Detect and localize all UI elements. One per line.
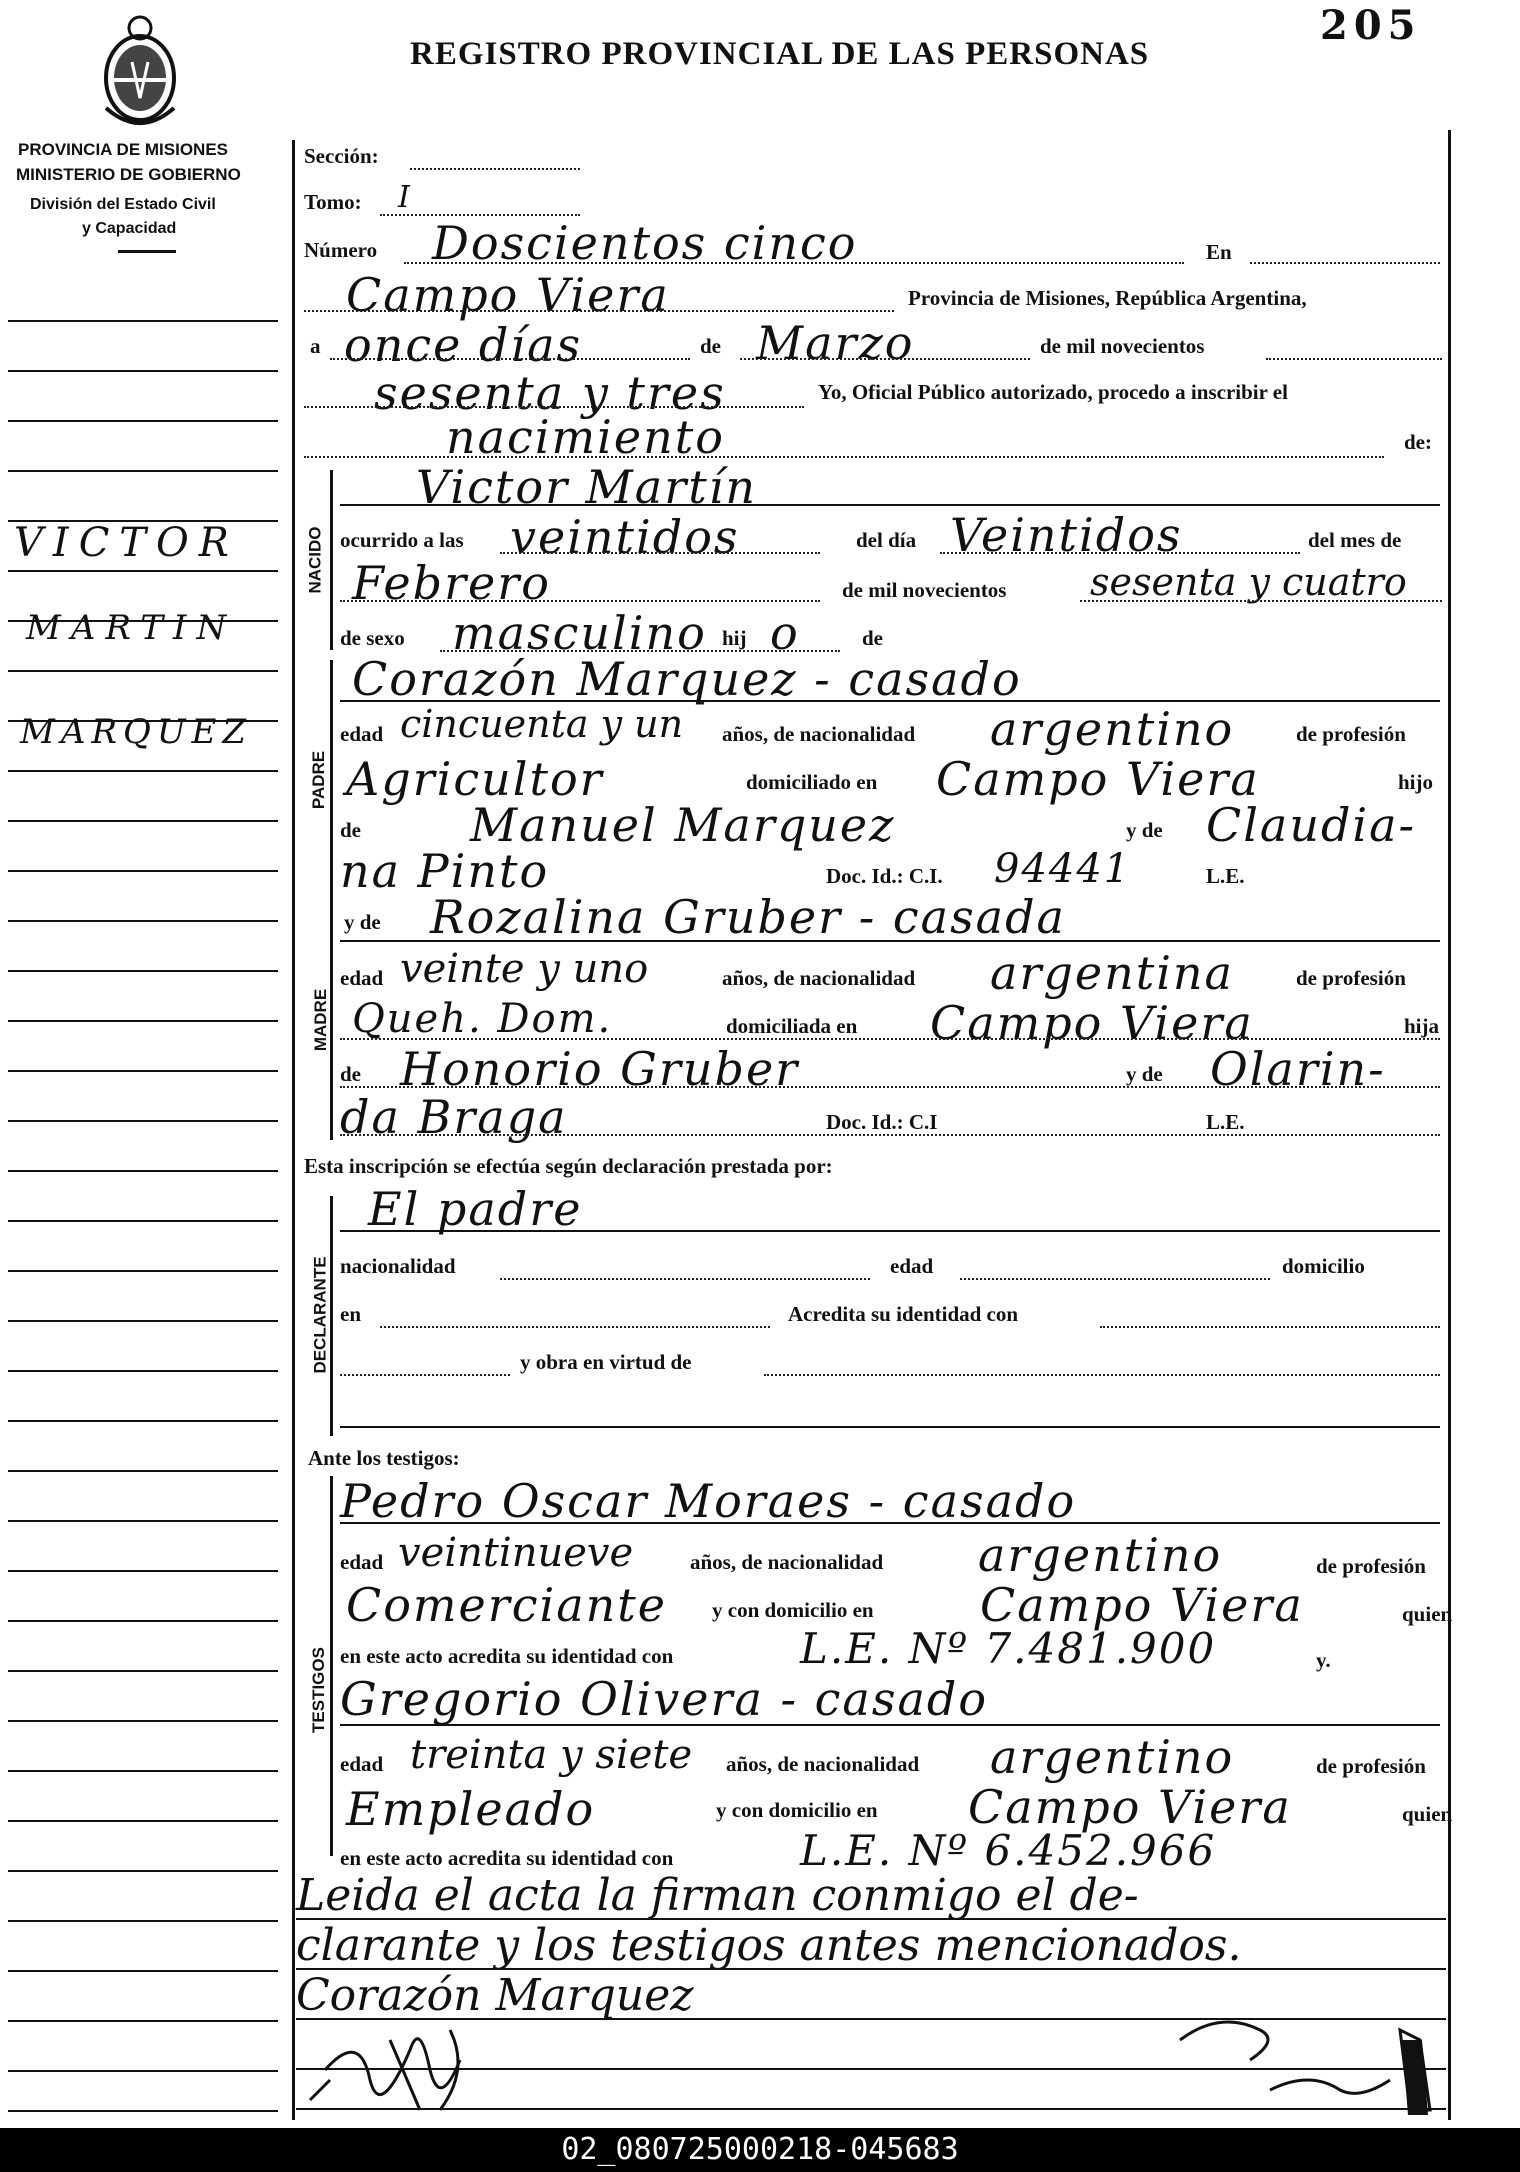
value-padre-domicilio: Campo Viera [936, 752, 1260, 806]
label-hij: hij [722, 626, 747, 650]
value-testigo2-nombre: Gregorio Olivera - casado [340, 1672, 989, 1726]
value-sexo: masculino [452, 606, 707, 660]
value-abuela-materna-1: Olarin- [1210, 1042, 1386, 1096]
value-testigo1-edad: veintinueve [398, 1530, 634, 1576]
label-doc-id-padre: Doc. Id.: C.I. [826, 864, 943, 888]
label-domicilio-declarante: domicilio [1282, 1254, 1365, 1278]
value-declarante: El padre [368, 1182, 583, 1236]
closing-line-3: Corazón Marquez [296, 1970, 694, 2021]
label-de-mil-nov: de mil novecientos [842, 578, 1007, 602]
value-madre-edad: veinte y uno [400, 946, 649, 992]
label-hijo: hijo [1398, 770, 1434, 794]
left-margin-rule [292, 140, 295, 2120]
value-padre-ci: 94441 [994, 846, 1132, 892]
value-abuela-paterna-2: na Pinto [340, 844, 550, 898]
value-hora: veintidos [510, 510, 740, 564]
label-obra: y obra en virtud de [520, 1350, 692, 1374]
document-code-footer: 02_080725000218-045683 [0, 2128, 1520, 2172]
value-anio: sesenta y tres [374, 366, 726, 420]
department-line-4: y Capacidad [82, 220, 177, 237]
label-de-padre: de [862, 626, 883, 650]
label-acredita: Acredita su identidad con [788, 1302, 1019, 1326]
value-hij-suffix: o [770, 606, 800, 660]
label-hija: hija [1404, 1014, 1440, 1038]
label-yo-oficial: Yo, Oficial Público autorizado, procedo a inscribir el [818, 380, 1288, 404]
label-quien-testigo2: quien [1402, 1802, 1453, 1826]
value-abuelo-materno: Honorio Gruber [400, 1042, 800, 1096]
value-padre-nombre: Corazón Marquez - casado [352, 652, 1022, 706]
value-testigo2-domicilio: Campo Viera [968, 1780, 1292, 1834]
label-y-de-madre: y de [344, 910, 381, 934]
label-ante-testigos: Ante los testigos: [308, 1446, 460, 1470]
label-le-madre: L.E. [1206, 1110, 1245, 1134]
value-acto: nacimiento [446, 410, 725, 464]
closing-line-2: clarante y los testigos antes mencionados. [296, 1920, 1242, 1971]
value-abuela-materna-2: da Braga [340, 1090, 568, 1144]
value-testigo2-profesion: Empleado [346, 1782, 596, 1836]
value-testigo2-doc: L.E. Nº 6.452.966 [800, 1826, 1217, 1875]
label-acredita-testigo1: en este acto acredita su identidad con [340, 1644, 674, 1668]
label-seccion: Sección: [304, 144, 379, 168]
label-provincia: Provincia de Misiones, República Argentina, [908, 286, 1307, 310]
value-padre-edad: cincuenta y un [400, 702, 684, 746]
label-anos-nac-madre: años, de nacionalidad [722, 966, 916, 990]
value-padre-nacionalidad: argentino [990, 702, 1235, 756]
value-testigo2-nacionalidad: argentino [990, 1730, 1235, 1784]
coat-of-arms-emblem [92, 12, 188, 134]
value-lugar: Campo Viera [346, 268, 670, 322]
section-rule-testigos [330, 1476, 333, 1856]
label-a: a [310, 334, 321, 358]
label-le-padre: L.E. [1206, 864, 1245, 888]
value-testigo1-nacionalidad: argentino [978, 1528, 1223, 1582]
signature-right [1160, 2000, 1440, 2120]
margin-note-first-name: VICTOR [14, 520, 239, 566]
label-nacionalidad-declarante: nacionalidad [340, 1254, 456, 1278]
label-quien-testigo1: quien [1402, 1602, 1453, 1626]
label-sexo: de sexo [340, 626, 405, 650]
value-testigo1-profesion: Comerciante [346, 1578, 667, 1632]
department-underline [118, 250, 176, 253]
label-ocurrido: ocurrido a las [340, 528, 464, 552]
value-tomo: I [398, 180, 410, 215]
value-mes: Marzo [756, 316, 915, 370]
label-en-declarante: en [340, 1302, 361, 1326]
value-madre-domicilio: Campo Viera [930, 996, 1254, 1050]
label-con-domicilio-testigo2: y con domicilio en [716, 1798, 878, 1822]
label-de-abuelo-paterno: de [340, 818, 361, 842]
label-edad-declarante: edad [890, 1254, 934, 1278]
section-label-madre: MADRE [311, 988, 331, 1052]
label-anos-nac-testigo1: años, de nacionalidad [690, 1550, 884, 1574]
value-dia-nacimiento: Veintidos [950, 508, 1183, 562]
value-numero: Doscientos cinco [432, 216, 858, 270]
label-con-domicilio-testigo1: y con domicilio en [712, 1598, 874, 1622]
label-profesion-padre: de profesión [1296, 722, 1406, 746]
label-domiciliado: domiciliado en [746, 770, 878, 794]
label-anos-nac-testigo2: años, de nacionalidad [726, 1752, 920, 1776]
label-en: En [1206, 240, 1232, 264]
label-profesion-testigo2: de profesión [1316, 1754, 1426, 1778]
label-y-de-abuela-paterna: y de [1126, 818, 1163, 842]
margin-note-surname: MARQUEZ [20, 712, 252, 752]
value-testigo1-doc: L.E. Nº 7.481.900 [800, 1624, 1217, 1673]
label-anos-nac-padre: años, de nacionalidad [722, 722, 916, 746]
value-mes-nacimiento: Febrero [352, 556, 551, 610]
label-domiciliada: domiciliada en [726, 1014, 858, 1038]
label-del-dia: del día [856, 528, 917, 552]
label-tomo: Tomo: [304, 190, 362, 214]
section-label-testigos: TESTIGOS [308, 1647, 328, 1733]
label-inscripcion: Esta inscripción se efectúa según declaración prestada por: [304, 1154, 833, 1178]
label-del-mes: del mes de [1308, 528, 1402, 552]
closing-line-1: Leida el acta la firman conmigo el de- [296, 1870, 1139, 1921]
section-rule-padre [330, 660, 333, 900]
value-testigo1-tail: y. [1316, 1648, 1331, 1672]
value-testigo1-domicilio: Campo Viera [980, 1578, 1304, 1632]
value-madre-nombre: Rozalina Gruber - casada [430, 890, 1066, 944]
value-madre-profesion: Queh. Dom. [352, 996, 613, 1042]
value-madre-nacionalidad: argentina [990, 946, 1234, 1000]
label-profesion-testigo1: de profesión [1316, 1554, 1426, 1578]
section-rule-nacido [330, 470, 333, 650]
value-testigo2-edad: treinta y siete [410, 1732, 693, 1778]
value-nombre: Victor Martín [416, 460, 758, 514]
margin-note-middle-name: MARTIN [26, 608, 237, 648]
label-y-de-abuela-materna: y de [1126, 1062, 1163, 1086]
label-edad-testigo1: edad [340, 1550, 384, 1574]
label-de: de [700, 334, 721, 358]
department-line-2: MINISTERIO DE GOBIERNO [16, 165, 241, 184]
section-label-padre: PADRE [309, 750, 329, 810]
value-testigo1-nombre: Pedro Oscar Moraes - casado [340, 1474, 1077, 1528]
label-de-abuelo-materno: de [340, 1062, 361, 1086]
section-label-nacido: NACIDO [305, 526, 325, 594]
page-number: 205 [1320, 2, 1422, 49]
label-edad-madre: edad [340, 966, 384, 990]
value-padre-profesion: Agricultor [346, 752, 604, 806]
value-abuelo-paterno: Manuel Marquez [470, 798, 896, 852]
label-edad-padre: edad [340, 722, 384, 746]
value-dia: once días [344, 318, 583, 372]
section-label-declarante: DECLARANTE [310, 1256, 330, 1374]
label-de-colon: de: [1404, 430, 1432, 454]
label-edad-testigo2: edad [340, 1752, 384, 1776]
label-profesion-madre: de profesión [1296, 966, 1406, 990]
signature-left [300, 2010, 560, 2120]
label-acredita-testigo2: en este acto acredita su identidad con [340, 1846, 674, 1870]
label-doc-id-madre: Doc. Id.: C.I [826, 1110, 938, 1134]
label-de-mil: de mil novecientos [1040, 334, 1205, 358]
value-anio-nacimiento: sesenta y cuatro [1090, 560, 1407, 604]
label-numero: Número [304, 238, 378, 262]
document-title: REGISTRO PROVINCIAL DE LAS PERSONAS [410, 36, 1150, 72]
value-abuela-paterna-1: Claudia- [1206, 798, 1417, 852]
department-line-1: PROVINCIA DE MISIONES [18, 140, 229, 159]
department-line-3: División del Estado Civil [30, 196, 216, 213]
